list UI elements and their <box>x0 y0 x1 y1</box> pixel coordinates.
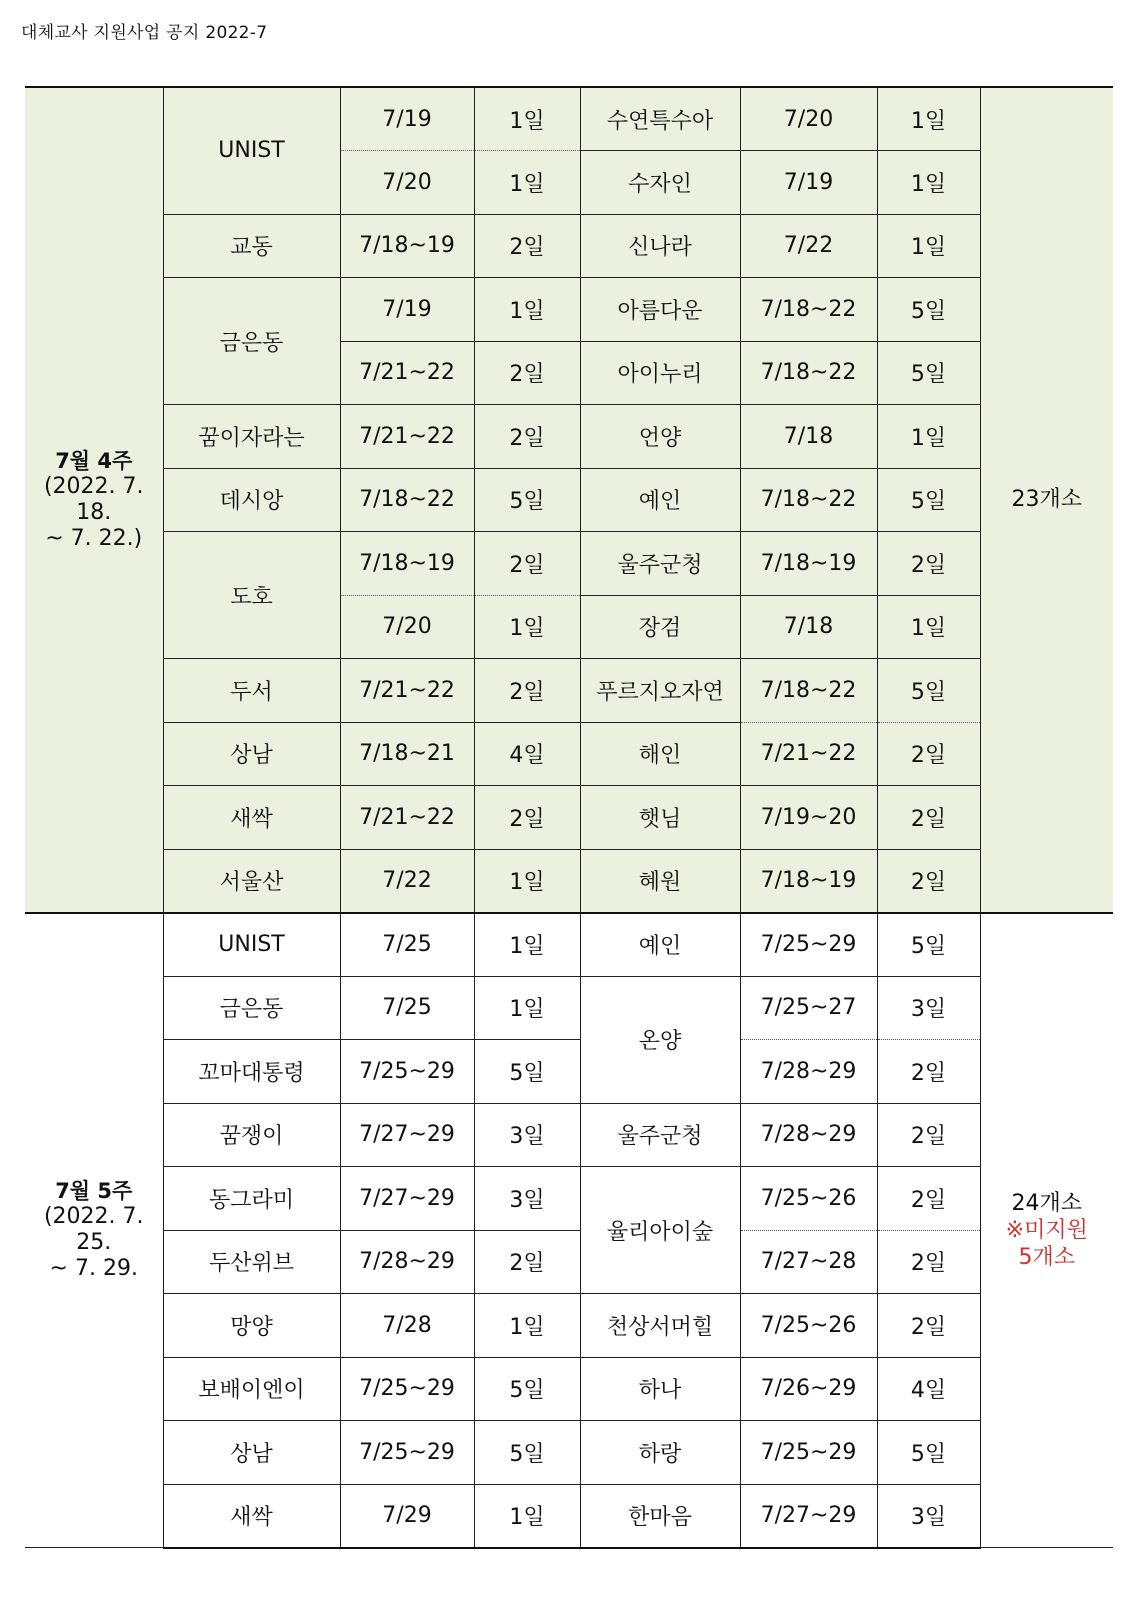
table-row <box>25 468 1113 532</box>
document-title: 대체교사 지원사업 공지 2022-7 <box>21 23 268 43</box>
week-name: 7월 4주 <box>55 448 133 473</box>
support-days: 2일 <box>474 405 580 469</box>
support-date: 7/21~22 <box>340 341 474 405</box>
support-date: 7/22 <box>340 849 474 913</box>
support-date: 7/25~29 <box>340 1357 474 1421</box>
support-date: 7/28~29 <box>740 1040 877 1104</box>
unsupported-note: ※미지원 <box>1005 1217 1088 1243</box>
support-date: 7/27~29 <box>340 1167 474 1231</box>
facility-name: 두서 <box>163 659 340 723</box>
support-days: 2일 <box>877 1230 980 1294</box>
facility-name: 보배이엔이 <box>163 1357 340 1421</box>
facility-name: 한마음 <box>580 1484 740 1548</box>
support-date: 7/18 <box>740 595 877 659</box>
support-days: 1일 <box>474 1294 580 1358</box>
table-row <box>25 87 1113 151</box>
support-date: 7/27~28 <box>740 1230 877 1294</box>
support-days: 2일 <box>474 1230 580 1294</box>
facility-name: 새싹 <box>163 786 340 850</box>
support-date: 7/19~20 <box>740 786 877 850</box>
facility-name: 아이누리 <box>580 341 740 405</box>
support-days: 5일 <box>877 659 980 723</box>
support-date: 7/22 <box>740 214 877 278</box>
support-days: 5일 <box>877 468 980 532</box>
facility-name: 장검 <box>580 595 740 659</box>
table-row <box>25 405 1113 469</box>
table-row <box>25 1357 1113 1421</box>
support-days: 4일 <box>474 722 580 786</box>
support-days: 2일 <box>474 341 580 405</box>
support-date: 7/19 <box>340 278 474 342</box>
week-range-start: (2022. 7. 25. <box>43 1204 144 1256</box>
table-row <box>25 532 1113 596</box>
support-date: 7/20 <box>340 595 474 659</box>
support-date: 7/18~22 <box>740 278 877 342</box>
support-days: 2일 <box>877 1040 980 1104</box>
facility-name: 아름다운 <box>580 278 740 342</box>
support-date: 7/18 <box>740 405 877 469</box>
support-days: 3일 <box>474 1167 580 1231</box>
facility-name: 도호 <box>163 532 340 659</box>
week-range-start: (2022. 7. 18. <box>43 473 144 525</box>
facility-name: 울주군청 <box>580 1103 740 1167</box>
facility-name: 꿈이자라는 <box>163 405 340 469</box>
facility-name: 하랑 <box>580 1421 740 1485</box>
facility-name: 꿈쟁이 <box>163 1103 340 1167</box>
support-days: 3일 <box>877 976 980 1040</box>
table-row <box>25 1040 1113 1104</box>
support-days: 5일 <box>474 1421 580 1485</box>
facility-name: 새싹 <box>163 1484 340 1548</box>
facility-name: 데시앙 <box>163 468 340 532</box>
support-date: 7/20 <box>740 87 877 151</box>
week-name: 7월 5주 <box>55 1179 133 1204</box>
support-days: 4일 <box>877 1357 980 1421</box>
support-date: 7/21~22 <box>340 659 474 723</box>
support-days: 1일 <box>474 1484 580 1548</box>
facility-name: 신나라 <box>580 214 740 278</box>
support-days: 5일 <box>877 278 980 342</box>
support-days: 2일 <box>474 659 580 723</box>
support-days: 1일 <box>474 278 580 342</box>
week-5-section <box>25 913 1113 1548</box>
support-date: 7/28~29 <box>740 1103 877 1167</box>
facility-name: 푸르지오자연 <box>580 659 740 723</box>
support-date: 7/29 <box>340 1484 474 1548</box>
table-row <box>25 1230 1113 1294</box>
facility-name: 금은동 <box>163 976 340 1040</box>
week-label-cell <box>25 87 163 913</box>
support-date: 7/19 <box>340 87 474 151</box>
week-range-end: ~ 7. 22.) <box>45 525 143 551</box>
support-date: 7/18~19 <box>340 532 474 596</box>
support-days: 1일 <box>474 595 580 659</box>
table-row <box>25 786 1113 850</box>
table-row <box>25 278 1113 342</box>
support-days: 5일 <box>877 913 980 977</box>
support-date: 7/18~22 <box>340 468 474 532</box>
support-days: 1일 <box>877 405 980 469</box>
support-days: 3일 <box>474 1103 580 1167</box>
support-days: 2일 <box>474 786 580 850</box>
facility-name: 수연특수아 <box>580 87 740 151</box>
support-days: 5일 <box>877 341 980 405</box>
facility-name: 천상서머힐 <box>580 1294 740 1358</box>
facility-name: 상남 <box>163 722 340 786</box>
support-date: 7/26~29 <box>740 1357 877 1421</box>
support-days: 5일 <box>474 1040 580 1104</box>
support-days: 1일 <box>474 913 580 977</box>
support-days: 1일 <box>877 151 980 215</box>
week-4-section <box>25 87 1113 913</box>
support-date: 7/25~27 <box>740 976 877 1040</box>
facility-name: 교동 <box>163 214 340 278</box>
support-date: 7/20 <box>340 151 474 215</box>
support-days: 2일 <box>877 532 980 596</box>
table-row <box>25 913 1113 977</box>
facility-name: 햇님 <box>580 786 740 850</box>
facility-name: UNIST <box>163 913 340 977</box>
facility-name: 수자인 <box>580 151 740 215</box>
support-date: 7/18~19 <box>740 849 877 913</box>
table-row <box>25 659 1113 723</box>
support-days: 5일 <box>474 468 580 532</box>
support-days: 1일 <box>877 214 980 278</box>
support-date: 7/18~19 <box>340 214 474 278</box>
facility-name: UNIST <box>163 87 340 214</box>
support-date: 7/25~29 <box>340 1040 474 1104</box>
facility-name: 동그라미 <box>163 1167 340 1231</box>
support-days: 1일 <box>877 595 980 659</box>
support-date: 7/25 <box>340 976 474 1040</box>
support-date: 7/18~19 <box>740 532 877 596</box>
support-days: 3일 <box>877 1484 980 1548</box>
support-date: 7/21~22 <box>740 722 877 786</box>
support-days: 2일 <box>877 722 980 786</box>
facility-name: 예인 <box>580 468 740 532</box>
facility-name: 혜원 <box>580 849 740 913</box>
facility-count-cell <box>980 913 1113 1548</box>
facility-name: 예인 <box>580 913 740 977</box>
unsupported-count: 5개소 <box>1018 1244 1075 1270</box>
table-row <box>25 1484 1113 1548</box>
facility-name: 율리아이숲 <box>580 1167 740 1294</box>
support-date: 7/19 <box>740 151 877 215</box>
support-date: 7/18~22 <box>740 659 877 723</box>
facility-name: 꼬마대통령 <box>163 1040 340 1104</box>
facility-name: 해인 <box>580 722 740 786</box>
support-days: 1일 <box>877 87 980 151</box>
facility-name: 온양 <box>580 976 740 1103</box>
support-days: 5일 <box>474 1357 580 1421</box>
support-date: 7/18~21 <box>340 722 474 786</box>
support-date: 7/27~29 <box>740 1484 877 1548</box>
support-date: 7/25 <box>340 913 474 977</box>
facility-count: 24개소 <box>1011 1190 1082 1216</box>
week-range-end: ~ 7. 29. <box>49 1256 138 1282</box>
support-date: 7/28~29 <box>340 1230 474 1294</box>
support-date: 7/25~26 <box>740 1294 877 1358</box>
support-days: 1일 <box>474 976 580 1040</box>
support-days: 2일 <box>877 849 980 913</box>
facility-name: 울주군청 <box>580 532 740 596</box>
table-row <box>25 849 1113 913</box>
support-days: 1일 <box>474 87 580 151</box>
support-date: 7/21~22 <box>340 786 474 850</box>
support-days: 2일 <box>877 1103 980 1167</box>
support-date: 7/25~29 <box>340 1421 474 1485</box>
support-date: 7/28 <box>340 1294 474 1358</box>
facility-count: 23개소 <box>1011 487 1082 513</box>
table-row <box>25 1103 1113 1167</box>
support-days: 5일 <box>877 1421 980 1485</box>
support-days: 1일 <box>474 151 580 215</box>
table-row <box>25 976 1113 1040</box>
support-days: 2일 <box>877 1167 980 1231</box>
support-date: 7/25~29 <box>740 913 877 977</box>
facility-name: 상남 <box>163 1421 340 1485</box>
table-row <box>25 722 1113 786</box>
support-date: 7/18~22 <box>740 468 877 532</box>
facility-count-cell <box>980 87 1113 913</box>
table-row <box>25 1421 1113 1485</box>
week-label-cell <box>25 913 163 1548</box>
support-date: 7/27~29 <box>340 1103 474 1167</box>
support-days: 2일 <box>474 532 580 596</box>
table-row <box>25 1294 1113 1358</box>
support-days: 2일 <box>877 786 980 850</box>
support-date: 7/25~29 <box>740 1421 877 1485</box>
support-date: 7/21~22 <box>340 405 474 469</box>
table-row <box>25 214 1113 278</box>
support-days: 1일 <box>474 849 580 913</box>
facility-name: 언양 <box>580 405 740 469</box>
facility-name: 하나 <box>580 1357 740 1421</box>
support-days: 2일 <box>474 214 580 278</box>
facility-name: 두산위브 <box>163 1230 340 1294</box>
support-date: 7/25~26 <box>740 1167 877 1231</box>
table-row <box>25 1167 1113 1231</box>
schedule-table <box>25 86 1113 1549</box>
facility-name: 서울산 <box>163 849 340 913</box>
facility-name: 금은동 <box>163 278 340 405</box>
facility-name: 망양 <box>163 1294 340 1358</box>
support-days: 2일 <box>877 1294 980 1358</box>
support-date: 7/18~22 <box>740 341 877 405</box>
